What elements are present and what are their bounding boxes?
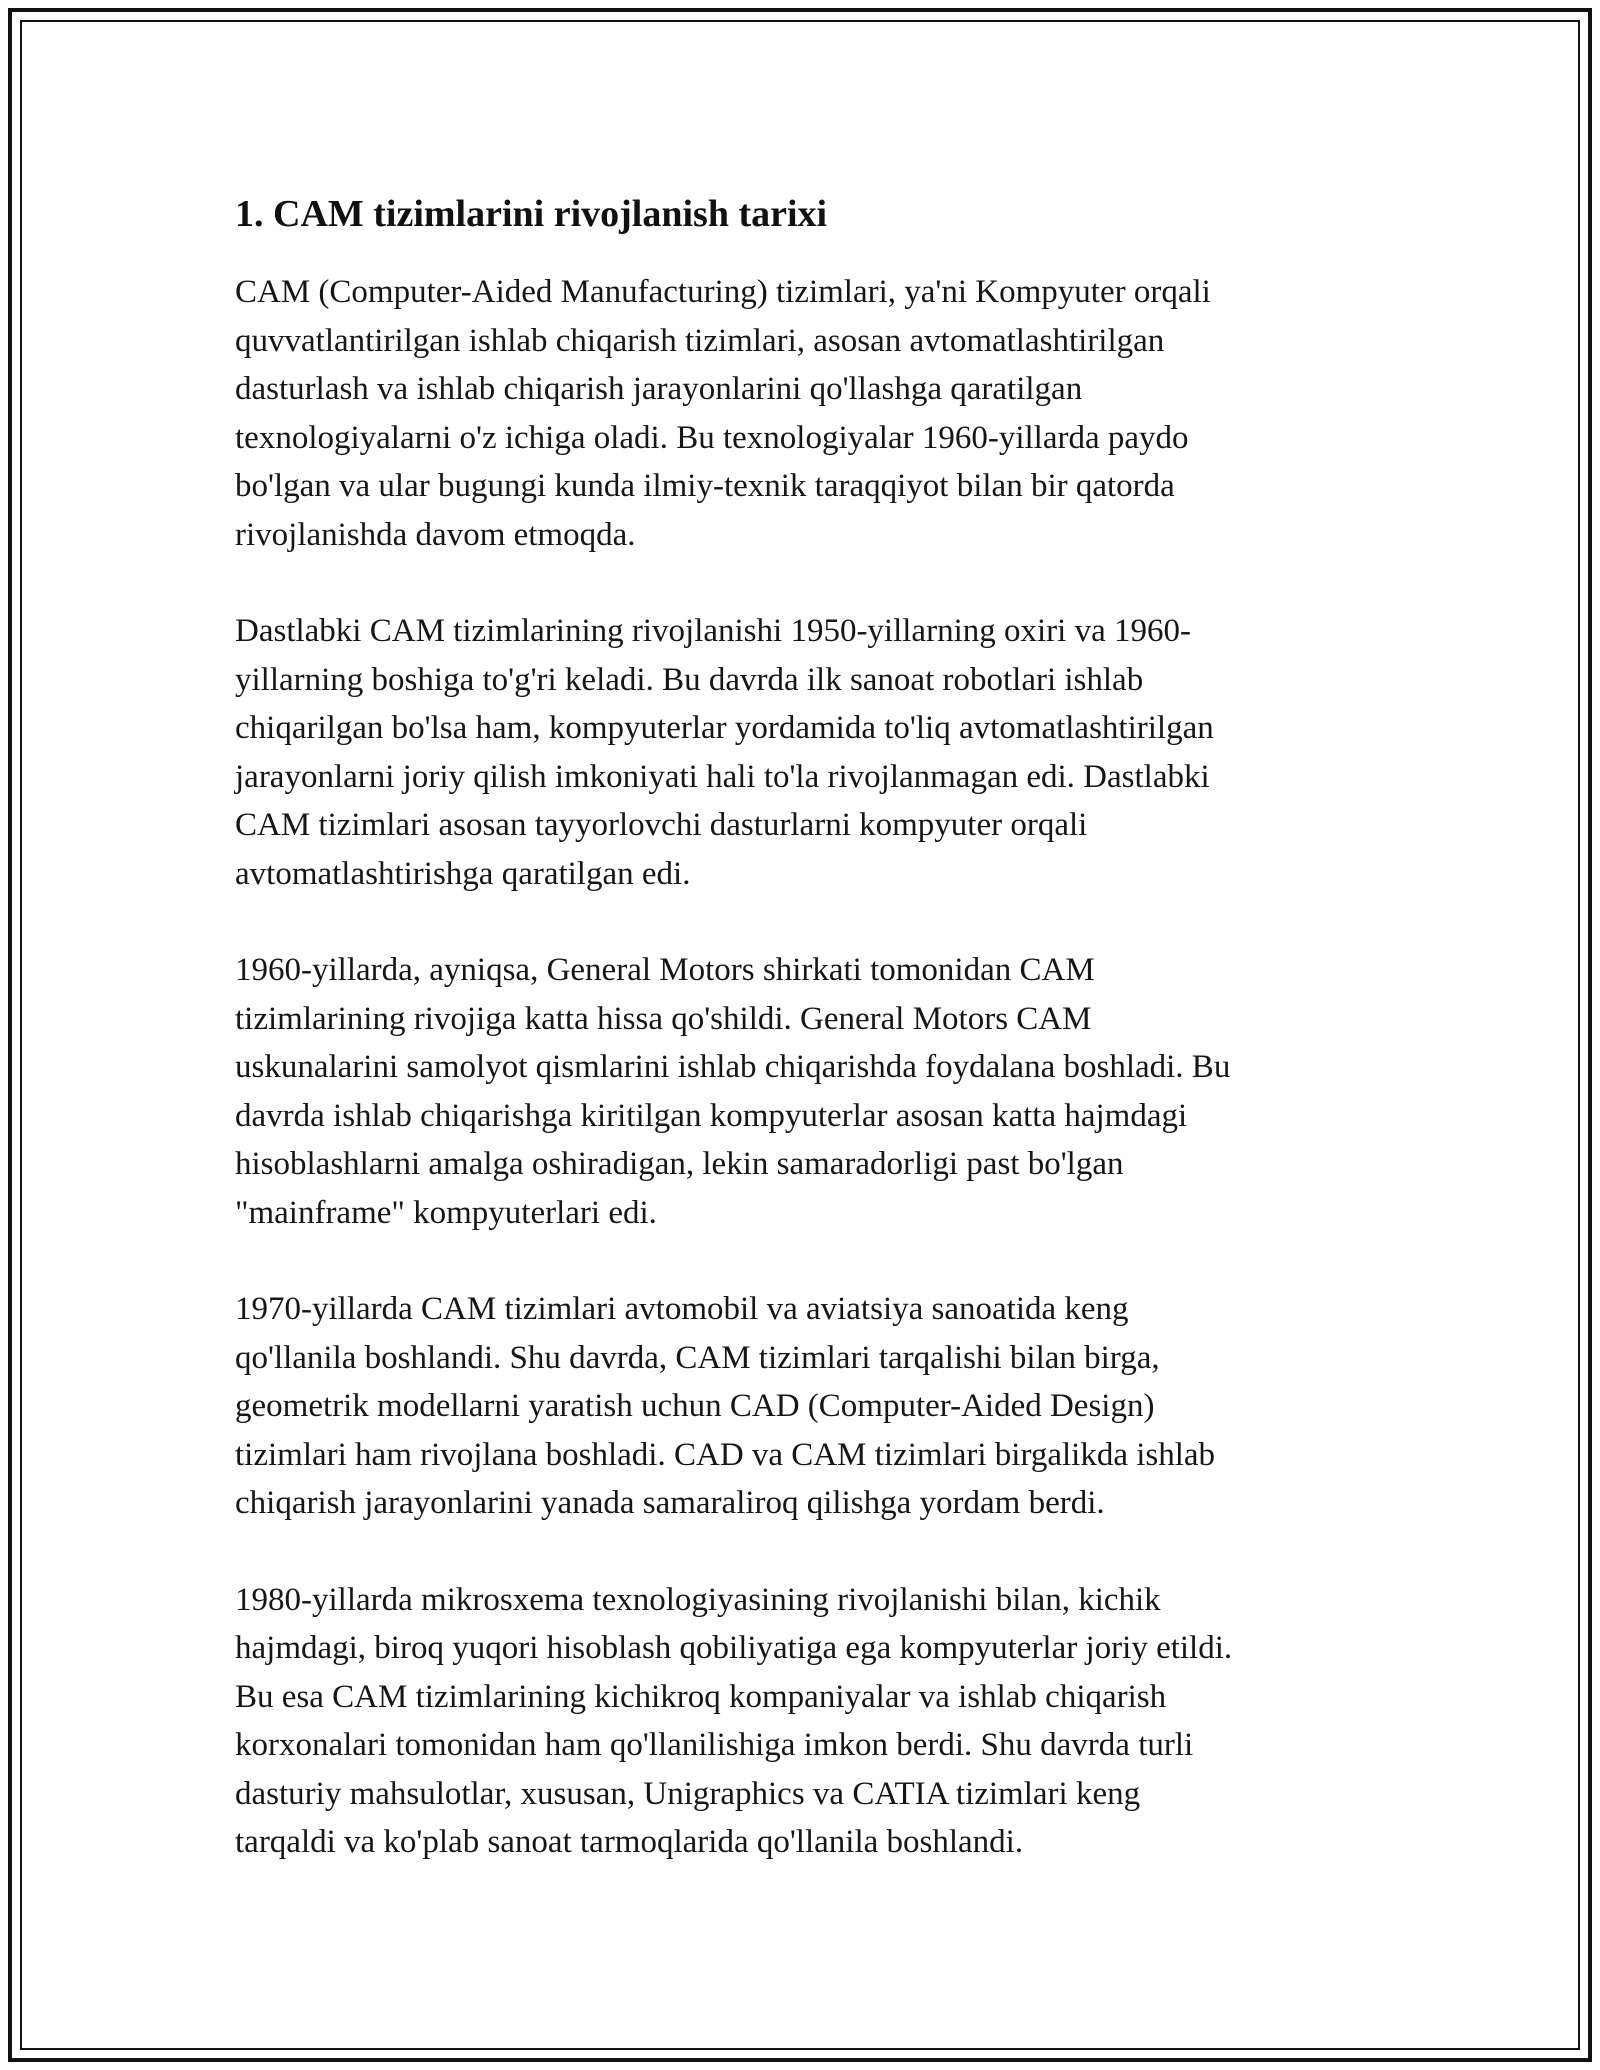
text-line: quvvatlantirilgan ishlab chiqarish tizimlari, asosan avtomatlashtirilgan	[235, 322, 1165, 359]
text-line: rivojlanishda davom etmoqda.	[235, 516, 636, 553]
text-line: hajmdagi, biroq yuqori hisoblash qobiliyatiga ega kompyuterlar joriy etildi.	[235, 1630, 1233, 1666]
text-line: tarqaldi va ko'plab sanoat tarmoqlarida qo'llanila boshlandi.	[235, 1824, 1024, 1860]
text-line: davrda ishlab chiqarishga kiritilgan kompyuterlar asosan katta hajmdagi	[235, 1097, 1188, 1134]
text-line: yillarning boshiga to'g'ri keladi. Bu davrda ilk sanoat robotlari ishlab	[235, 661, 1144, 698]
text-line: qo'llanila boshlandi. Shu davrda, CAM tizimlari tarqalishi bilan birga,	[235, 1339, 1160, 1376]
text-line: 1970-yillarda CAM tizimlari avtomobil va aviatsiya sanoatida keng	[235, 1291, 1129, 1327]
text-line: dasturlash va ishlab chiqarish jarayonlarini qo'llashga qaratilgan	[235, 371, 1083, 407]
text-line: tizimlari ham rivojlana boshladi. CAD va CAM tizimlari birgalikda ishlab	[235, 1436, 1216, 1473]
paragraph-4	[235, 1285, 1355, 1528]
text-line: avtomatlashtirishga qaratilgan edi.	[235, 855, 691, 892]
text-line: CAM tizimlari asosan tayyorlovchi dasturlarni kompyuter orqali	[235, 807, 1088, 843]
text-line: chiqarilgan bo'lsa ham, kompyuterlar yordamida to'liq avtomatlashtirilgan	[235, 710, 1214, 746]
text-line: chiqarish jarayonlarini yanada samaraliroq qilishga yordam berdi.	[235, 1485, 1105, 1521]
text-line: dasturiy mahsulotlar, xususan, Unigraphics va CATIA tizimlari keng	[235, 1775, 1141, 1812]
paragraph-5	[235, 1576, 1355, 1867]
text-line: tizimlarining rivojiga katta hissa qo'shildi. General Motors CAM	[235, 1000, 1092, 1037]
text-line: Dastlabki CAM tizimlarining rivojlanishi 1950-yillarning oxiri va 1960-	[235, 613, 1191, 649]
text-line: 1960-yillarda, ayniqsa, General Motors shirkati tomonidan CAM	[235, 952, 1095, 988]
text-line: Bu esa CAM tizimlarining kichikroq kompaniyalar va ishlab chiqarish	[235, 1678, 1167, 1715]
text-line: uskunalarini samolyot qismlarini ishlab chiqarishda foydalana boshladi. Bu	[235, 1049, 1231, 1085]
page-title: 1. CAM tizimlarini rivojlanish tarixi	[235, 193, 828, 235]
paragraph-3	[235, 946, 1355, 1237]
document-body	[235, 186, 1355, 1915]
text-line: jarayonlarni joriy qilish imkoniyati hali to'la rivojlanmagan edi. Dastlabki	[235, 758, 1210, 795]
text-line: texnologiyalarni o'z ichiga oladi. Bu texnologiyalar 1960-yillarda paydo	[235, 419, 1189, 456]
text-line: geometrik modellarni yaratish uchun CAD (Computer-Aided Design)	[235, 1388, 1155, 1424]
paragraph-1	[235, 268, 1355, 559]
text-line: hisoblashlarni amalga oshiradigan, lekin samaradorligi past bo'lgan	[235, 1146, 1124, 1182]
text-line: CAM (Computer-Aided Manufacturing) tizimlari, ya'ni Kompyuter orqali	[235, 274, 1211, 310]
text-line: korxonalari tomonidan ham qo'llanilishiga imkon berdi. Shu davrda turli	[235, 1727, 1194, 1763]
text-line: "mainframe" kompyuterlari edi.	[235, 1194, 657, 1231]
text-line: bo'lgan va ular bugungi kunda ilmiy-texnik taraqqiyot bilan bir qatorda	[235, 468, 1175, 504]
text-line: 1980-yillarda mikrosxema texnologiyasining rivojlanishi bilan, kichik	[235, 1581, 1161, 1618]
paragraph-2	[235, 607, 1355, 898]
